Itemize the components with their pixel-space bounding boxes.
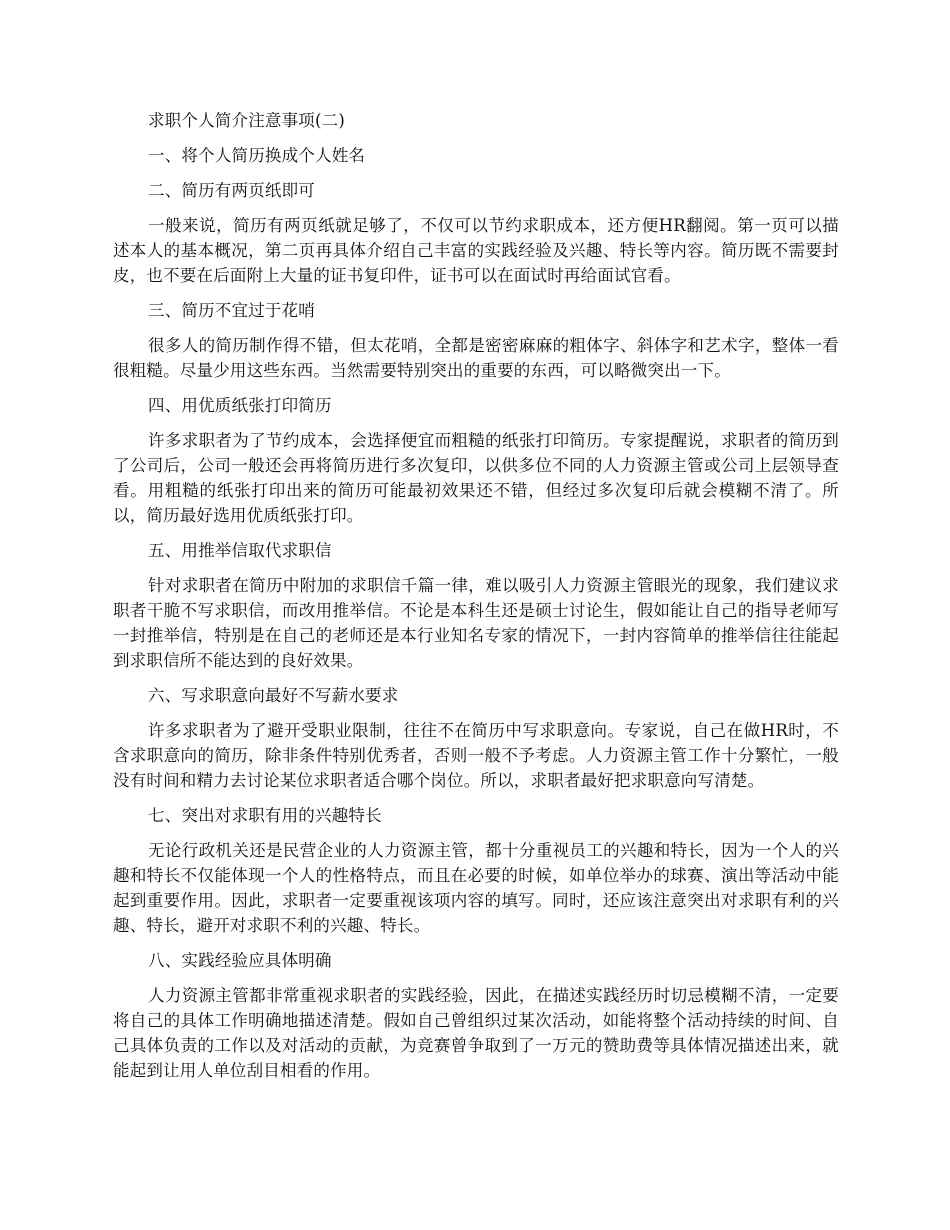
- document-title: 求职个人简介注意事项(二): [148, 111, 345, 130]
- document-page: [113, 108, 839, 1093]
- section-heading: 五、用推举信取代求职信: [148, 541, 332, 560]
- body-paragraph: 许多求职者为了节约成本，会选择便宜而粗糙的纸张打印简历。专家提醒说，求职者的简历到了公司后，公司一般还会再将简历进行多次复印，以供多位不同的人力资源主管或公司上层领导查看。用粗糙的纸张打印出来的简历可能最初效果还不错，但经过多次复印后就会模糊不清了。所以，简历最好选用优质纸张打印。: [113, 431, 839, 525]
- body-paragraph: 许多求职者为了避开受职业限制，往往不在简历中写求职意向。专家说，自己在做HR时，不含求职意向的简历，除非条件特别优秀者，否则一般不予考虑。人力资源主管工作十分繁忙，一般没有时间和精力去讨论某位求职者适合哪个岗位。所以，求职者最好把求职意向写清楚。: [113, 721, 839, 790]
- section-heading: 七、突出对求职有用的兴趣特长: [148, 806, 382, 825]
- section-heading: 四、用优质纸张打印简历: [148, 396, 332, 415]
- section-heading: 三、简历不宜过于花哨: [148, 301, 315, 320]
- body-paragraph: 人力资源主管都非常重视求职者的实践经验，因此，在描述实践经历时切忌模糊不清，一定要将自己的具体工作明确地描述清楚。假如自己曾组织过某次活动，如能将整个活动持续的时间、自己具体负责的工作以及对活动的贡献，为竞赛曾争取到了一万元的赞助费等具体情况描述出来，就能起到让用人单位刮目相看的作用。: [113, 986, 839, 1080]
- body-paragraph: 一般来说，简历有两页纸就足够了，不仅可以节约求职成本，还方便HR翻阅。第一页可以描述本人的基本概况，第二页再具体介绍自己丰富的实践经验及兴趣、特长等内容。简历既不需要封皮，也不要在后面附上大量的证书复印件，证书可以在面试时再给面试官看。: [113, 216, 839, 285]
- body-paragraph: 很多人的简历制作得不错，但太花哨，全都是密密麻麻的粗体字、斜体字和艺术字，整体一看很粗糙。尽量少用这些东西。当然需要特别突出的重要的东西，可以略微突出一下。: [113, 336, 839, 380]
- body-paragraph: 无论行政机关还是民营企业的人力资源主管，都十分重视员工的兴趣和特长，因为一个人的兴趣和特长不仅能体现一个人的性格特点，而且在必要的时候，如单位举办的球赛、演出等活动中能起到重要作用。因此，求职者一定要重视该项内容的填写。同时，还应该注意突出对求职有利的兴趣、特长，避开对求职不利的兴趣、特长。: [113, 841, 839, 935]
- body-paragraph: 针对求职者在简历中附加的求职信千篇一律，难以吸引人力资源主管眼光的现象，我们建议求职者干脆不写求职信，而改用推举信。不论是本科生还是硕士讨论生，假如能让自己的指导老师写一封推举信，特别是在自己的老师还是本行业知名专家的情况下，一封内容简单的推举信往往能起到求职信所不能达到的良好效果。: [113, 576, 839, 670]
- section-heading: 一、将个人简历换成个人姓名: [148, 146, 366, 165]
- section-heading: 六、写求职意向最好不写薪水要求: [148, 686, 399, 705]
- section-heading: 二、简历有两页纸即可: [148, 181, 315, 200]
- section-heading: 八、实践经验应具体明确: [148, 951, 332, 970]
